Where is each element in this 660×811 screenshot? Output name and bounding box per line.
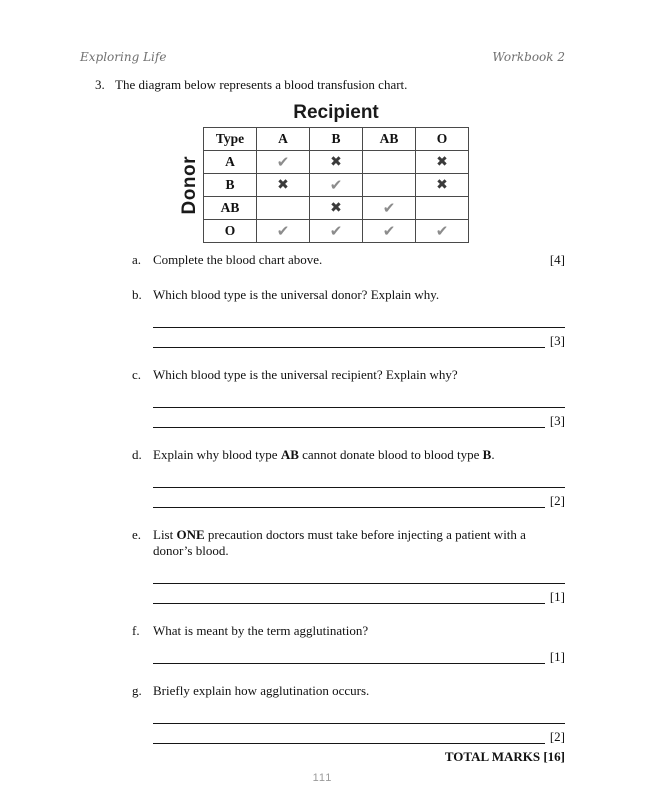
marks-badge: [3] <box>549 413 565 428</box>
table-header-cell: A <box>257 128 310 151</box>
donor-axis <box>177 156 203 214</box>
answer-line <box>153 704 565 724</box>
marks-badge: [1] <box>549 589 565 604</box>
question-f <box>132 623 565 664</box>
donor-row-label: O <box>204 220 257 243</box>
cross-icon: ✖ <box>436 154 448 170</box>
question-text: List ONE precaution doctors must take before injecting a patient with a donor’s blood. <box>153 527 526 558</box>
compatibility-cell <box>257 151 310 174</box>
question-text: Complete the blood chart above. <box>153 252 323 267</box>
answer-line <box>153 328 545 348</box>
question-letter: e. <box>132 527 142 542</box>
compatibility-cell <box>310 174 363 197</box>
question-intro-text: The diagram below represents a blood transfusion chart. <box>115 77 408 92</box>
table-header-row <box>204 128 469 151</box>
question-a <box>132 252 565 268</box>
compatibility-cell <box>257 220 310 243</box>
compatibility-cell <box>363 174 416 197</box>
answer-line <box>153 388 565 408</box>
donor-row-label: B <box>204 174 257 197</box>
table-header-cell: O <box>416 128 469 151</box>
compatibility-cell <box>310 197 363 220</box>
compatibility-cell <box>363 220 416 243</box>
question-letter: d. <box>132 447 142 462</box>
compatibility-cell <box>310 151 363 174</box>
check-icon: ✔ <box>276 153 290 171</box>
check-icon: ✔ <box>329 222 343 240</box>
answer-line <box>153 564 565 584</box>
answer-line <box>153 584 545 604</box>
compatibility-cell <box>257 197 310 220</box>
question-text: Explain why blood type AB cannot donate blood to blood type B. <box>153 447 495 462</box>
page-header <box>80 50 565 64</box>
marks-badge: [3] <box>549 333 565 348</box>
compatibility-cell <box>416 220 469 243</box>
compatibility-cell <box>416 151 469 174</box>
check-icon: ✔ <box>329 176 343 194</box>
answer-line <box>153 644 545 664</box>
answer-line <box>153 724 545 744</box>
table-row <box>204 174 469 197</box>
page-number: 111 <box>312 772 333 784</box>
question-letter: c. <box>132 367 142 382</box>
check-icon: ✔ <box>435 222 449 240</box>
donor-row-label: AB <box>204 197 257 220</box>
transfusion-table <box>203 127 469 243</box>
table-header-cell: Type <box>204 128 257 151</box>
question-letter: a. <box>132 252 142 267</box>
cross-icon: ✖ <box>330 200 342 216</box>
question-text: Which blood type is the universal recipient? Explain why? <box>153 367 458 382</box>
cross-icon: ✖ <box>277 177 289 193</box>
answer-line <box>153 468 565 488</box>
cross-icon: ✖ <box>436 177 448 193</box>
answer-line <box>153 308 565 328</box>
answer-line <box>153 408 545 428</box>
table-header-cell: AB <box>363 128 416 151</box>
question-3-intro <box>95 77 565 93</box>
total-marks: TOTAL MARKS [16] <box>444 749 565 764</box>
question-letter: g. <box>132 683 142 698</box>
question-text: Which blood type is the universal donor? Explain why. <box>153 287 440 302</box>
question-e <box>132 527 565 604</box>
answer-line <box>153 488 545 508</box>
marks-badge: [4] <box>549 252 565 267</box>
question-text: Briefly explain how agglutination occurs. <box>153 683 370 698</box>
compatibility-cell <box>416 197 469 220</box>
recipient-label: Recipient <box>293 102 379 123</box>
question-number: 3. <box>95 77 105 92</box>
table-row <box>204 151 469 174</box>
question-g <box>132 683 565 744</box>
check-icon: ✔ <box>382 222 396 240</box>
compatibility-cell <box>416 174 469 197</box>
compatibility-cell <box>363 197 416 220</box>
table-row <box>204 197 469 220</box>
donor-row-label: A <box>204 151 257 174</box>
blood-transfusion-chart <box>177 102 469 243</box>
marks-badge: [1] <box>549 649 565 664</box>
header-book-title: Exploring Life <box>80 50 167 64</box>
compatibility-cell <box>257 174 310 197</box>
marks-badge: [2] <box>549 729 565 744</box>
table-row <box>204 220 469 243</box>
question-c <box>132 367 565 428</box>
check-icon: ✔ <box>276 222 290 240</box>
question-b <box>132 287 565 348</box>
cross-icon: ✖ <box>330 154 342 170</box>
donor-label: Donor <box>179 155 200 215</box>
question-letter: f. <box>132 623 140 638</box>
header-workbook-label: Workbook 2 <box>492 50 565 64</box>
question-d <box>132 447 565 508</box>
questions-list <box>132 252 565 744</box>
table-header-cell: B <box>310 128 363 151</box>
question-text: What is meant by the term agglutination? <box>153 623 369 638</box>
compatibility-cell <box>363 151 416 174</box>
question-letter: b. <box>132 287 142 302</box>
marks-badge: [2] <box>549 493 565 508</box>
compatibility-cell <box>310 220 363 243</box>
check-icon: ✔ <box>382 199 396 217</box>
